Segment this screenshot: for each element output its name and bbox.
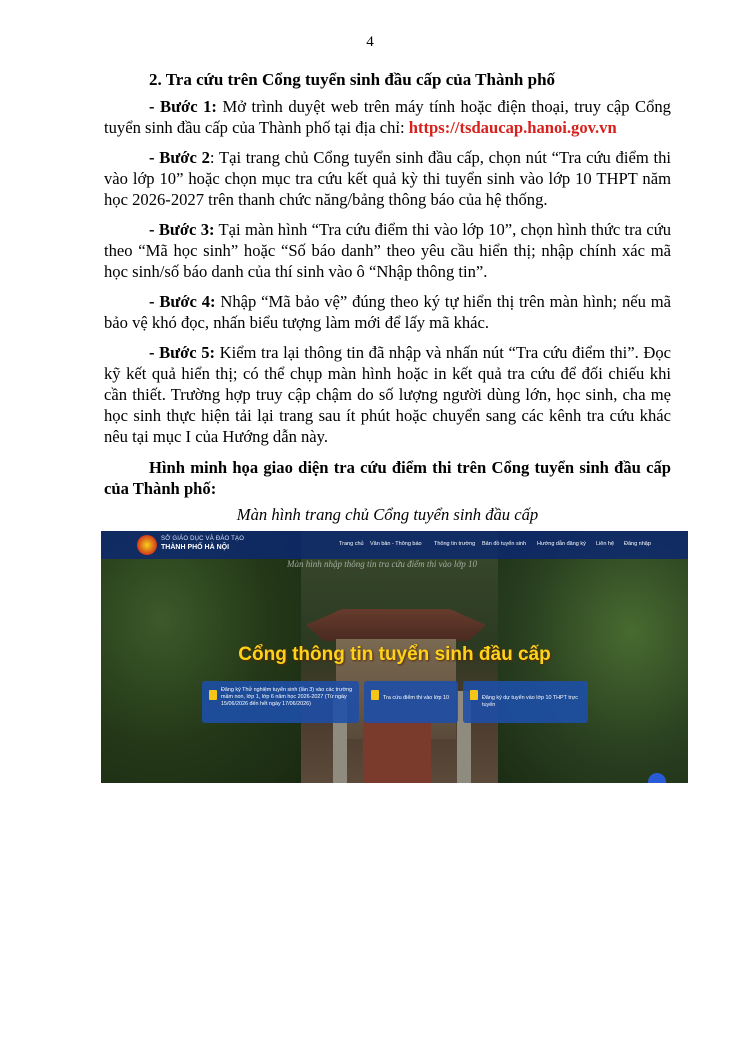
banner-title: Cổng thông tin tuyển sinh đầu cấp (238, 644, 551, 665)
page-number: 4 (366, 34, 374, 50)
card-register-trial[interactable] (202, 681, 359, 723)
emblem-icon (137, 535, 157, 555)
nav-home[interactable]: Trang chủ (339, 541, 364, 547)
document-body (104, 70, 671, 525)
card-label: Tra cứu điểm thi vào lớp 10 (383, 695, 449, 701)
card-register-grade10[interactable] (463, 681, 588, 723)
step-4 (104, 291, 671, 333)
overlay-caption: Màn hình nhập thông tin tra cứu điểm thi vào lớp 10 (287, 559, 477, 569)
step-label: - Bước 2 (149, 148, 210, 167)
step-3 (104, 219, 671, 282)
step-text: Tại màn hình “Tra cứu điểm thi vào lớp 10”, chọn hình thức tra cứu theo “Mã học sinh” hoặc “Số báo danh” theo yêu cầu hiển thị; nhập chính xác mã học sinh/số báo danh của thí sinh vào ô “Nhập thông tin”. (104, 220, 671, 281)
portal-navbar (101, 531, 688, 559)
nav-documents[interactable]: Văn bản - Thông báo (370, 541, 422, 547)
step-2 (104, 147, 671, 210)
step-text: Nhập “Mã bảo vệ” đúng theo ký tự hiển thị trên màn hình; nếu mã bảo vệ khó đọc, nhấn biểu tượng làm mới để lấy mã khác. (104, 292, 672, 332)
portal-link[interactable]: https://tsdaucap.hanoi.gov.vn (408, 118, 617, 137)
figure-caption: Hình minh họa giao diện tra cứu điểm thi trên Cổng tuyển sinh đầu cấp của Thành phố: (104, 458, 671, 498)
nav-map[interactable]: Bản đồ tuyển sinh (482, 541, 527, 547)
nav-school-info[interactable]: Thông tin trường (434, 541, 476, 547)
card-score-lookup[interactable] (364, 681, 458, 723)
figure-subcaption: Màn hình trang chủ Cổng tuyển sinh đầu cấp (236, 505, 539, 524)
card-label: Đăng ký dự tuyển vào lớp 10 THPT trực tuyến (482, 695, 578, 708)
step-label: - Bước 1: (149, 97, 217, 116)
step-text: Kiểm tra lại thông tin đã nhập và nhấn nút “Tra cứu điểm thi”. Đọc kỹ kết quả hiển thị; có thể chụp màn hình hoặc in kết quả tra cứu để đối chiếu khi cần thiết. Trường hợp truy cập chậm do số lượng người dùng lớn, học sinh, cha mẹ học sinh thực hiện tải lại trang sau ít phút hoặc chuyển sang các kênh tra cứu khác nêu tại mục I của Hướng dẫn này. (104, 343, 671, 446)
card-label: Đăng ký Thử nghiệm tuyển sinh (lần 3) vào các trường mầm non, lớp 1, lớp 6 năm học 2026-2027 (Từ ngày 15/06/2026 đến hết ngày 17/06/2026) (221, 687, 353, 707)
logo-line1: SỞ GIÁO DỤC VÀ ĐÀO TẠO (161, 536, 245, 542)
step-1 (104, 96, 671, 138)
pencil-document-icon (209, 690, 217, 700)
step-label: - Bước 5: (149, 343, 216, 362)
pencil-document-icon (371, 690, 379, 700)
portal-screenshot (101, 531, 688, 783)
nav-guide[interactable]: Hướng dẫn đăng ký (537, 541, 586, 547)
step-label: - Bước 4: (149, 292, 216, 311)
step-text: Mở trình duyệt web trên máy tính hoặc điện thoại, truy cập Cổng tuyển sinh đầu cấp của Thành phố tại địa chỉ: (104, 97, 671, 137)
pavilion-roof (306, 601, 486, 641)
section-heading: 2. Tra cứu trên Cổng tuyển sinh đầu cấp của Thành phố (149, 70, 556, 89)
step-text: : Tại trang chủ Cổng tuyển sinh đầu cấp, chọn nút “Tra cứu điểm thi vào lớp 10” hoặc chọn mục tra cứu kết quả kỳ thi tuyển sinh vào lớp 10 THPT năm học 2026-2027 trên thanh chức năng/bảng thông báo của hệ thống. (104, 148, 671, 209)
nav-contact[interactable]: Liên hệ (596, 541, 615, 547)
logo-line2: THÀNH PHỐ HÀ NỘI (161, 544, 230, 551)
step-label: - Bước 3: (149, 220, 215, 239)
temple-gate (363, 721, 431, 783)
step-5 (104, 342, 671, 447)
nav-login[interactable]: Đăng nhập (624, 541, 651, 547)
pencil-document-icon (470, 690, 478, 700)
